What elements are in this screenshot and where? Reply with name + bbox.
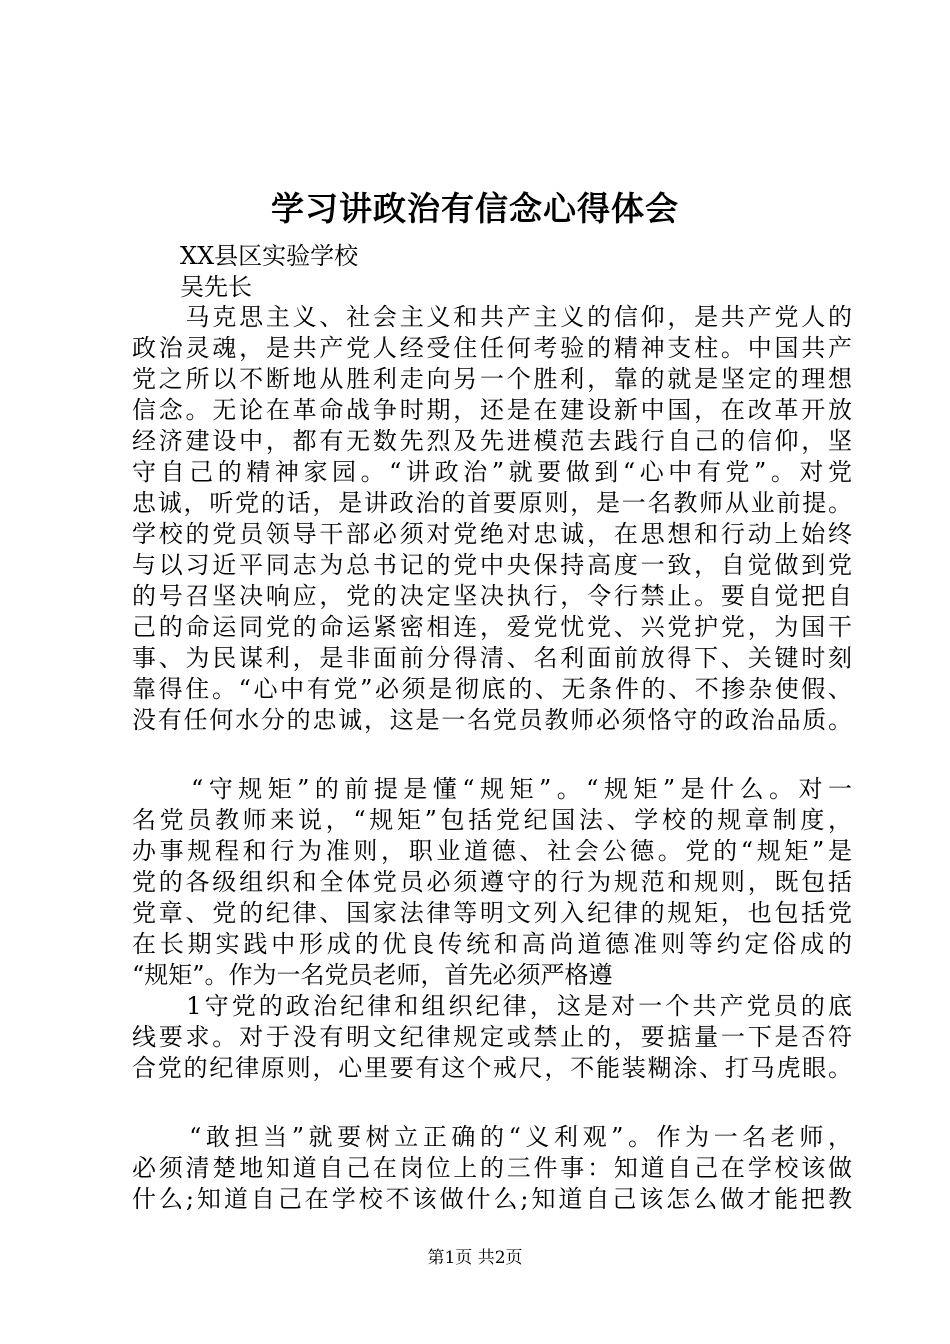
paragraph-line: 马克思主义、社会主义和共产主义的信仰，是共产党人的 — [132, 303, 852, 331]
paragraph-line: 己的命运同党的命运紧密相连，爱党忧党、兴党护党，为国干 — [132, 613, 852, 641]
paragraph-line: 1守党的政治纪律和组织纪律，这是对一个共产党员的底 — [132, 992, 852, 1020]
paragraph-line: 与以习近平同志为总书记的党中央保持高度一致，自觉做到党 — [132, 551, 852, 579]
paragraph-line: 线要求。对于没有明文纪律规定或禁止的，要掂量一下是否符 — [132, 1023, 852, 1051]
paragraph-line: “敢担当”就要树立正确的“义利观”。作为一名老师， — [132, 1123, 852, 1151]
paragraph-line: 忠诚，听党的话，是讲政治的首要原则，是一名教师从业前提。 — [132, 489, 852, 517]
paragraph-line: “守规矩”的前提是懂“规矩”。“规矩”是什么。对一 — [132, 775, 852, 803]
paragraph-line: 必须清楚地知道自己在岗位上的三件事：知道自己在学校该做 — [132, 1154, 852, 1182]
paragraph-line: 没有任何水分的忠诚，这是一名党员教师必须恪守的政治品质。 — [132, 706, 852, 734]
paragraph-line: 事、为民谋利，是非面前分得清、名利面前放得下、关键时刻 — [132, 644, 852, 672]
paragraph-line: 靠得住。“心中有党”必须是彻底的、无条件的、不掺杂使假、 — [132, 675, 852, 703]
paragraph-line: 党之所以不断地从胜利走向另一个胜利，靠的就是坚定的理想 — [132, 365, 852, 393]
paragraph-line: 的号召坚决响应，党的决定坚决执行，令行禁止。要自觉把自 — [132, 582, 852, 610]
paragraph-line: 学校的党员领导干部必须对党绝对忠诚，在思想和行动上始终 — [132, 520, 852, 548]
paragraph-line: 党章、党的纪律、国家法律等明文列入纪律的规矩，也包括党 — [132, 899, 852, 927]
paragraph-line: 守自己的精神家园。“讲政治”就要做到“心中有党”。对党 — [132, 458, 852, 486]
paragraph-line: 什么;知道自己在学校不该做什么;知道自己该怎么做才能把教 — [132, 1185, 852, 1213]
paragraph-line: 经济建设中，都有无数先烈及先进模范去践行自己的信仰，坚 — [132, 427, 852, 455]
paragraph-line: 合党的纪律原则，心里要有这个戒尺，不能装糊涂、打马虎眼。 — [132, 1054, 852, 1082]
paragraph-line: 信念。无论在革命战争时期，还是在建设新中国，在改革开放 — [132, 396, 852, 424]
page-number: 第1页 共2页 — [427, 1248, 523, 1268]
document-title: 学习讲政治有信念心得体会 — [271, 189, 679, 228]
school-name: XX县区实验学校 — [180, 242, 359, 270]
paragraph-line: 名党员教师来说，“规矩”包括党纪国法、学校的规章制度， — [132, 806, 852, 834]
author-name: 吴先长 — [180, 273, 252, 301]
paragraph-line: 在长期实践中形成的优良传统和高尚道德准则等约定俗成的 — [132, 930, 852, 958]
paragraph-line: “规矩”。作为一名党员老师，首先必须严格遵 — [132, 961, 613, 989]
paragraph-line: 政治灵魂，是共产党人经受住任何考验的精神支柱。中国共产 — [132, 334, 852, 362]
paragraph-line: 办事规程和行为准则，职业道德、社会公德。党的“规矩”是 — [132, 837, 852, 865]
paragraph-line: 党的各级组织和全体党员必须遵守的行为规范和规则，既包括 — [132, 868, 852, 896]
